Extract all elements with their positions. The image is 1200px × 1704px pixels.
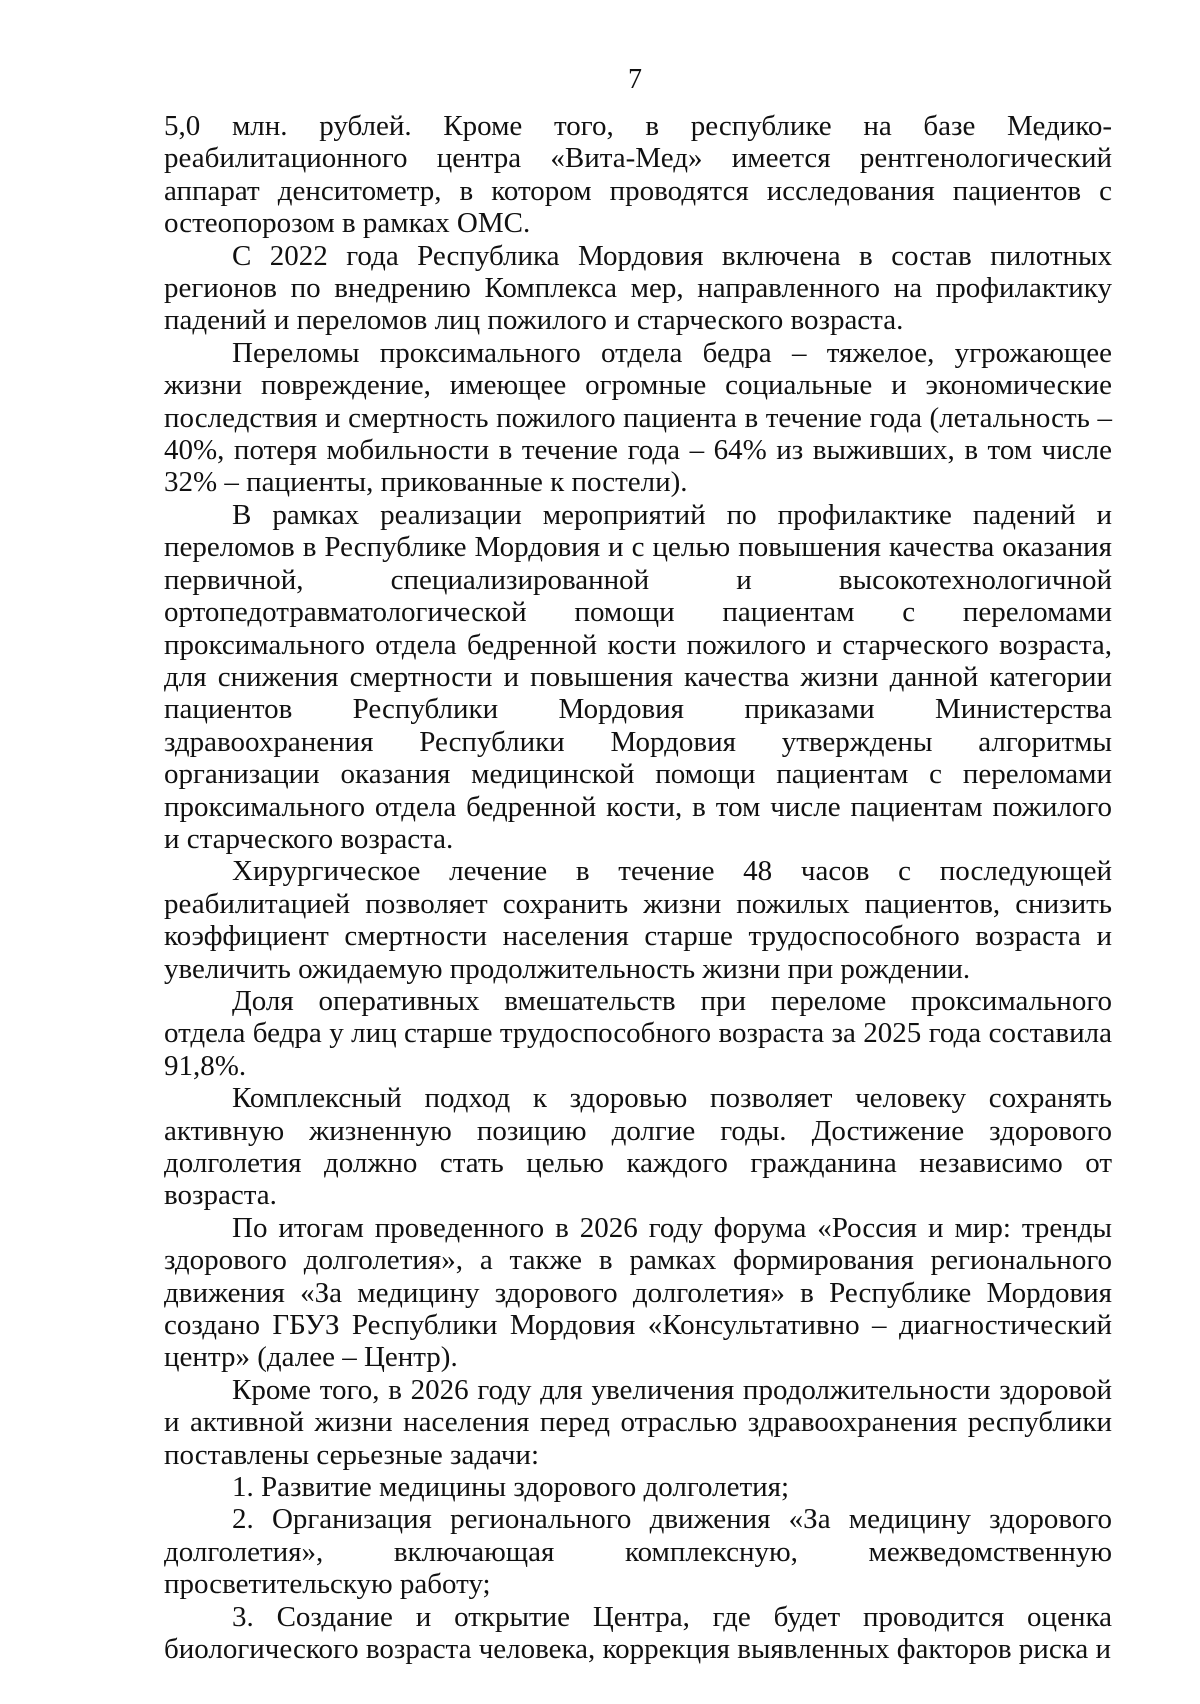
paragraph: Комплексный подход к здоровью позволяет человеку сохранять активную жизненную позицию долгие годы. Достижение здорового долголетия должно стать целью каждого гражданина независимо от возраста.	[164, 1082, 1112, 1212]
document-body	[164, 110, 1112, 1666]
paragraph: 5,0 млн. рублей. Кроме того, в республике на базе Медико-реабилитационного центра «Вита-Мед» имеется рентгенологический аппарат денситометр, в котором проводятся исследования пациентов с остеопорозом в рамках ОМС.	[164, 110, 1112, 240]
paragraph: Переломы проксимального отдела бедра – тяжелое, угрожающее жизни повреждение, имеющее огромные социальные и экономические последствия и смертность пожилого пациента в течение года (летальность – 40%, потеря мобильности в течение года – 64% из выживших, в том числе 32% – пациенты, прикованные к постели).	[164, 336, 1112, 499]
list-item: 1. Развитие медицины здорового долголетия;	[232, 1471, 790, 1504]
paragraph: Хирургическое лечение в течение 48 часов с последующей реабилитацией позволяет сохранить жизни пожилых пациентов, снизить коэффициент смертности населения старше трудоспособного возраста и увеличить ожидаемую продолжительность жизни при рождении.	[164, 855, 1112, 985]
list-item: 2. Организация регионального движения «За медицину здорового долголетия», включающая комплексную, межведомственную просветительскую работу;	[164, 1503, 1112, 1601]
page-number: 7	[628, 64, 642, 95]
paragraph: Кроме того, в 2026 году для увеличения продолжительности здоровой и активной жизни населения перед отраслью здравоохранения республики поставлены серьезные задачи:	[164, 1373, 1112, 1471]
paragraph: По итогам проведенного в 2026 году форума «Россия и мир: тренды здорового долголетия», а также в рамках формирования регионального движения «За медицину здорового долголетия» в Республике Мордовия создано ГБУЗ Республики Мордовия «Консультативно – диагностический центр» (далее – Центр).	[164, 1211, 1112, 1374]
list-item: 3. Создание и открытие Центра, где будет проводится оценка биологического возраста человека, коррекция выявленных факторов риска и	[164, 1600, 1112, 1666]
paragraph: В рамках реализации мероприятий по профилактике падений и переломов в Республике Мордовия и с целью повышения качества оказания первичной, специализированной и высокотехнологичной ортопедотравматологической помощи пациентам с переломами проксимального отдела бедренной кости пожилого и старческого возраста, для снижения смертности и повышения качества жизни данной категории пациентов Республики Мордовия приказами Министерства здравоохранения Республики Мордовия утверждены алгоритмы организации оказания медицинской помощи пациентам с переломами проксимального отдела бедренной кости, в том числе пациентам пожилого и старческого возраста.	[164, 498, 1112, 855]
paragraph: С 2022 года Республика Мордовия включена в состав пилотных регионов по внедрению Комплекса мер, направленного на профилактику падений и переломов лиц пожилого и старческого возраста.	[164, 239, 1112, 337]
paragraph: Доля оперативных вмешательств при переломе проксимального отдела бедра у лиц старше трудоспособного возраста за 2025 года составила 91,8%.	[164, 984, 1112, 1082]
